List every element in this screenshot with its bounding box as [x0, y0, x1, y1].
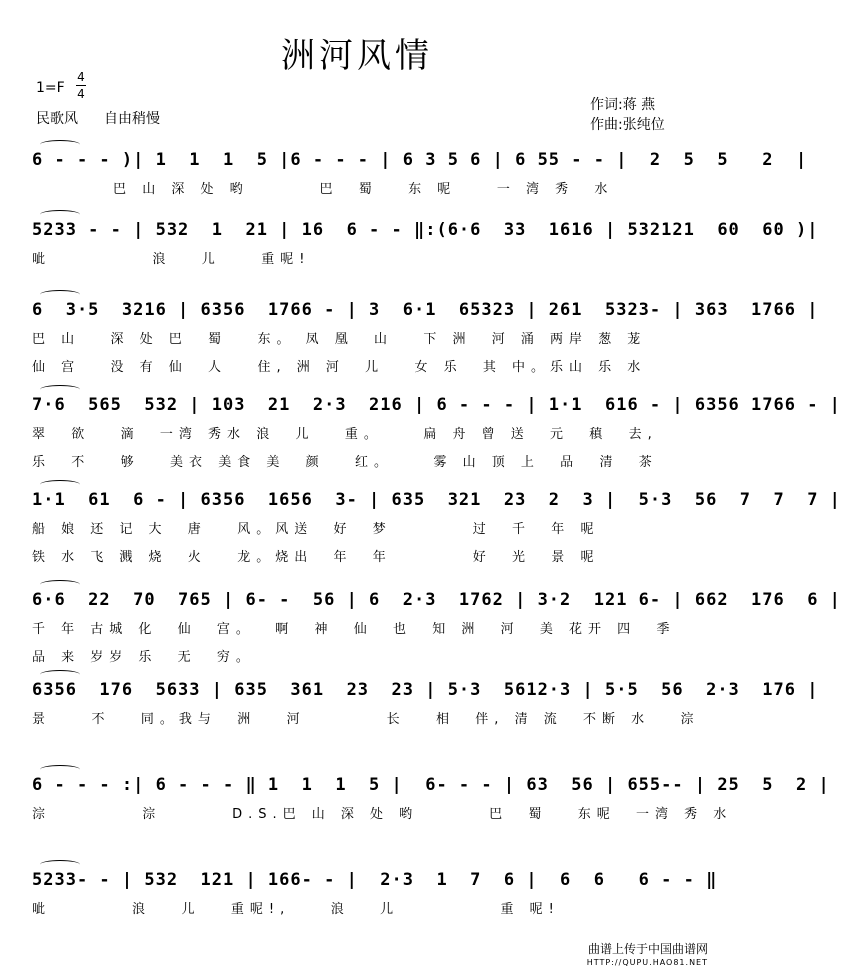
- slur-mark: [40, 860, 80, 869]
- notation-line: 6 3·5 3216 | 6356 1766 - | 3 6·1 65323 | 261 5323- | 363 1766 |: [32, 300, 819, 320]
- notation-line: 1·1 61 6 - | 6356 1656 3- | 635 321 23 2 3 | 5·3 56 7 7 7 |: [32, 490, 841, 510]
- lyrics-verse-1: 淙 淙 D.S.巴 山 深 处 哟 巴 蜀 东呢 一湾 秀 水: [32, 807, 733, 822]
- lyrics-verse-1: 呲 浪 儿 重呢!: [32, 252, 311, 267]
- lyrics-verse-2: 铁 水 飞 溅 烧 火 龙。烧出 年 年 好 光 景 呢: [32, 550, 600, 565]
- slur-mark: [40, 765, 80, 774]
- footer-watermark: [587, 942, 708, 970]
- lyrics-verse-1: 巴 山 深 处 巴 蜀 东。 凤 凰 山 下 洲 河 涌 两岸 葱 茏: [32, 332, 647, 347]
- slur-mark: [40, 140, 80, 149]
- notation-line: 5233- - | 532 121 | 166- - | 2·3 1 7 6 | 6 6 6 - - ‖: [32, 870, 718, 890]
- lyrics-verse-1: 船 娘 还 记 大 唐 风。风送 好 梦 过 千 年 呢: [32, 522, 600, 537]
- notation-line: 6356 176 5633 | 635 361 23 23 | 5·3 5612·3 | 5·5 56 2·3 176 |: [32, 680, 819, 700]
- notation-line: 5233 - - | 532 1 21 | 16 6 - - ‖:(6·6 33 1616 | 532121 60 60 )|: [32, 220, 819, 240]
- style-label: 民歌风: [36, 111, 78, 127]
- tempo-label: 自由稍慢: [104, 111, 160, 127]
- notation-line: 6 - - - :| 6 - - - ‖ 1 1 1 5 | 6- - - | 63 56 | 655-- | 25 5 2 |: [32, 775, 830, 795]
- key-signature: 1=F: [36, 80, 65, 96]
- lyrics-verse-1: 巴 山 深 处 哟 巴 蜀 东 呢 一 湾 秀 水: [32, 182, 614, 197]
- lyrics-verse-1: 翠 欲 滴 一湾 秀水 浪 儿 重。 扁 舟 曾 送 元 稹 去,: [32, 427, 658, 442]
- lyrics-verse-2: 品 来 岁岁 乐 无 穷。: [32, 650, 255, 665]
- lyrics-verse-2: 乐 不 够 美衣 美食 美 颜 红。 雾 山 顶 上 品 清 茶: [32, 455, 658, 470]
- lyrics-verse-1: 呲 浪 儿 重呢!, 浪 儿 重 呢!: [32, 902, 560, 917]
- notation-line: 7·6 565 532 | 103 21 2·3 216 | 6 - - - | 1·1 616 - | 6356 1766 - |: [32, 395, 841, 415]
- lyrics-verse-2: 仙 宫 没 有 仙 人 住, 洲 河 儿 女 乐 其 中。乐山 乐 水: [32, 360, 647, 375]
- lyrics-verse-1: 千 年 古城 化 仙 宫。 啊 神 仙 也 知 洲 河 美 花开 四 季: [32, 622, 676, 637]
- footer-line-2: HTTP://QUPU.HAO81.NET: [586, 958, 708, 967]
- slur-mark: [40, 580, 80, 589]
- slur-mark: [40, 670, 80, 679]
- slur-mark: [40, 480, 80, 489]
- lyricist-credit: 作词:蒋 燕: [590, 97, 656, 113]
- notation-line: 6 - - - )| 1 1 1 5 |6 - - - | 6 3 5 6 | 6 55 - - | 2 5 5 2 |: [32, 150, 808, 170]
- slur-mark: [40, 210, 80, 219]
- notation-line: 6·6 22 70 765 | 6- - 56 | 6 2·3 1762 | 3·2 121 6- | 662 176 6 |: [32, 590, 841, 610]
- slur-mark: [40, 385, 80, 394]
- slur-mark: [40, 290, 80, 299]
- time-signature-bottom: 4: [77, 87, 85, 101]
- footer-line-1: 曲谱上传于中国曲谱网: [587, 942, 708, 956]
- lyrics-verse-1: 景 不 同。我与 洲 河 长 相 伴, 清 流 不断 水 淙: [32, 712, 700, 727]
- time-signature: [76, 70, 86, 101]
- composer-credit: 作曲:张纯位: [590, 117, 665, 133]
- song-title: 洲河风情: [281, 36, 433, 76]
- time-signature-top: 4: [77, 70, 85, 84]
